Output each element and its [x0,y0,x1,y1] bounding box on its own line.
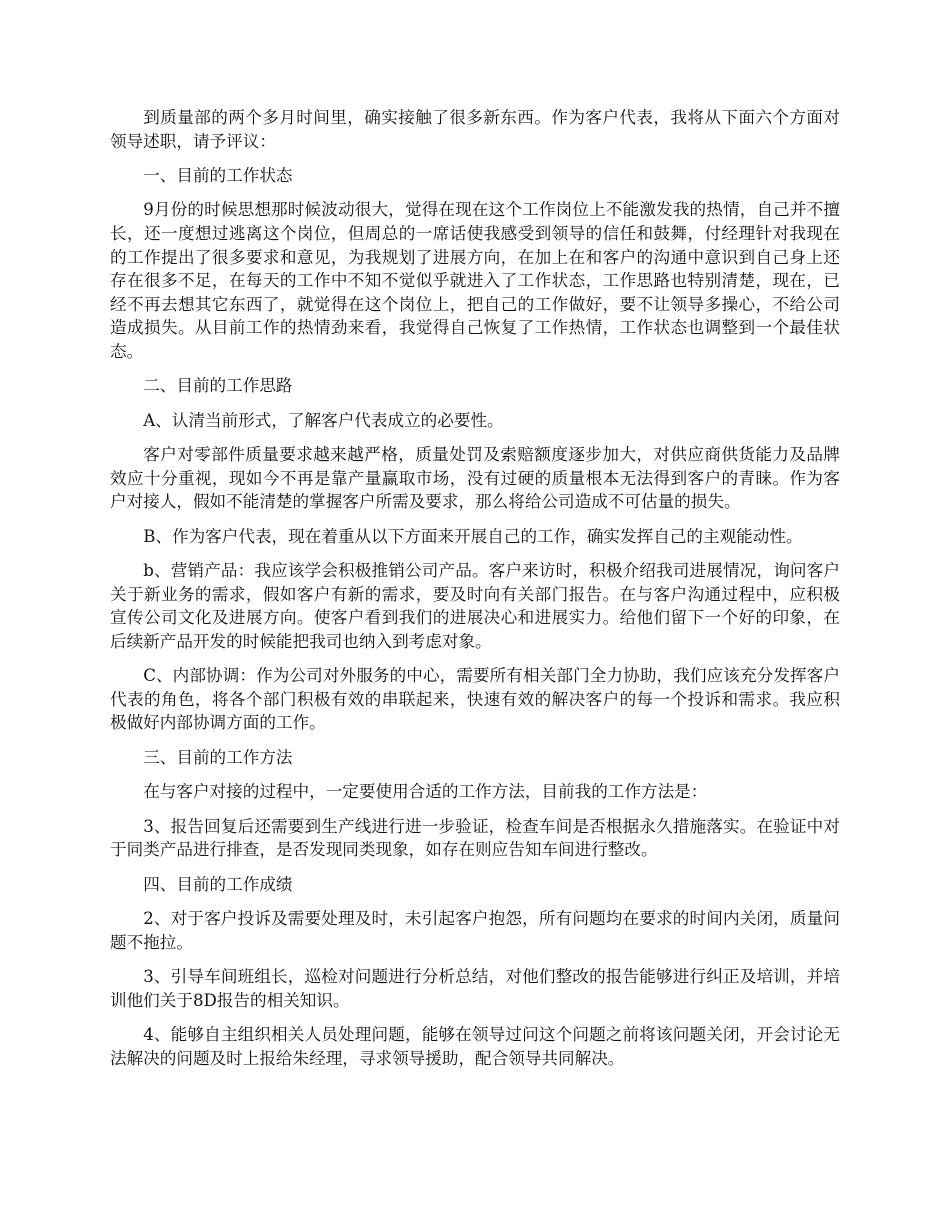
section-heading-work-status: 一、目前的工作状态 [143,165,293,185]
section-heading-work-results: 四、目前的工作成绩 [143,874,293,894]
section-heading-work-thinking: 二、目前的工作思路 [143,376,293,396]
paragraph-result-4: 4、能够自主组织相关人员处理问题，能够在领导过问这个问题之前将该问题关闭，开会讨论无法解决的问题及时上报给朱经理，寻求领导援助，配合领导共同解决。 [110,1024,840,1068]
paragraph-customer-requirements: 客户对零部件质量要求越来越严格，质量处罚及索赔额度逐步加大，对供应商供货能力及品牌效应十分重视，现如今不再是靠产量赢取市场，没有过硬的质量根本无法得到客户的青睐。作为客户对接人，假如不能清楚的掌握客户所需及要求，那么将给公司造成不可估量的损失。 [110,445,840,512]
paragraph-method-intro: 在与客户对接的过程中，一定要使用合适的工作方法，目前我的工作方法是： [143,782,708,802]
paragraph-item-b: B、作为客户代表，现在着重从以下方面来开展自己的工作，确实发挥自己的主观能动性。 [143,526,803,546]
document-body [110,106,840,1081]
paragraph-result-2: 2、对于客户投诉及需要处理及时，未引起客户抱怨，所有问题均在要求的时间内关闭，质量问题不拖拉。 [110,908,840,952]
paragraph-item-a: A、认清当前形式，了解客户代表成立的必要性。 [143,410,504,430]
section-heading-work-method: 三、目前的工作方法 [143,747,293,767]
intro-paragraph: 到质量部的两个多月时间里，确实接触了很多新东西。作为客户代表，我将从下面六个方面对领导述职，请予评议： [110,108,840,151]
paragraph-marketing: b、营销产品：我应该学会积极推销公司产品。客户来访时，积极介绍我司进展情况，询问客户关于新业务的需求，假如客户有新的需求，要及时向有关部门报告。在与客户沟通过程中，应积极宣传公司文化及进展方向。使客户看到我们的进展决心和进展实力。给他们留下一个好的印象，在后续新产品开发的时候能把我司也纳入到考虑对象。 [110,561,840,651]
paragraph-method-3: 3、报告回复后还需要到生产线进行进一步验证，检查车间是否根据永久措施落实。在验证中对于同类产品进行排查，是否发现同类现象，如存在则应告知车间进行整改。 [110,816,840,860]
paragraph-result-3: 3、引导车间班组长，巡检对问题进行分析总结，对他们整改的报告能够进行纠正及培训，并培训他们关于8D报告的相关知识。 [110,966,840,1010]
paragraph-work-status: 9月份的时候思想那时候波动很大，觉得在现在这个工作岗位上不能激发我的热情，自己并不擅长，还一度想过逃离这个岗位，但周总的一席话使我感受到领导的信任和鼓舞，付经理针对我现在的工作提出了很多要求和意见，为我规划了进展方向，在加上在和客户的沟通中意识到自己身上还存在很多不足，在每天的工作中不知不觉似乎就进入了工作状态，工作思路也特别清楚，现在，已经不再去想其它东西了，就觉得在这个岗位上，把自己的工作做好，要不让领导多操心，不给公司造成损失。从目前工作的热情劲来看，我觉得自己恢复了工作热情，工作状态也调整到一个最佳状态。 [110,200,840,361]
paragraph-item-c: C、内部协调：作为公司对外服务的中心，需要所有相关部门全力协助，我们应该充分发挥客户代表的角色，将各个部门积极有效的串联起来，快速有效的解决客户的每一个投诉和需求。我应积极做好内部协调方面的工作。 [110,666,840,733]
